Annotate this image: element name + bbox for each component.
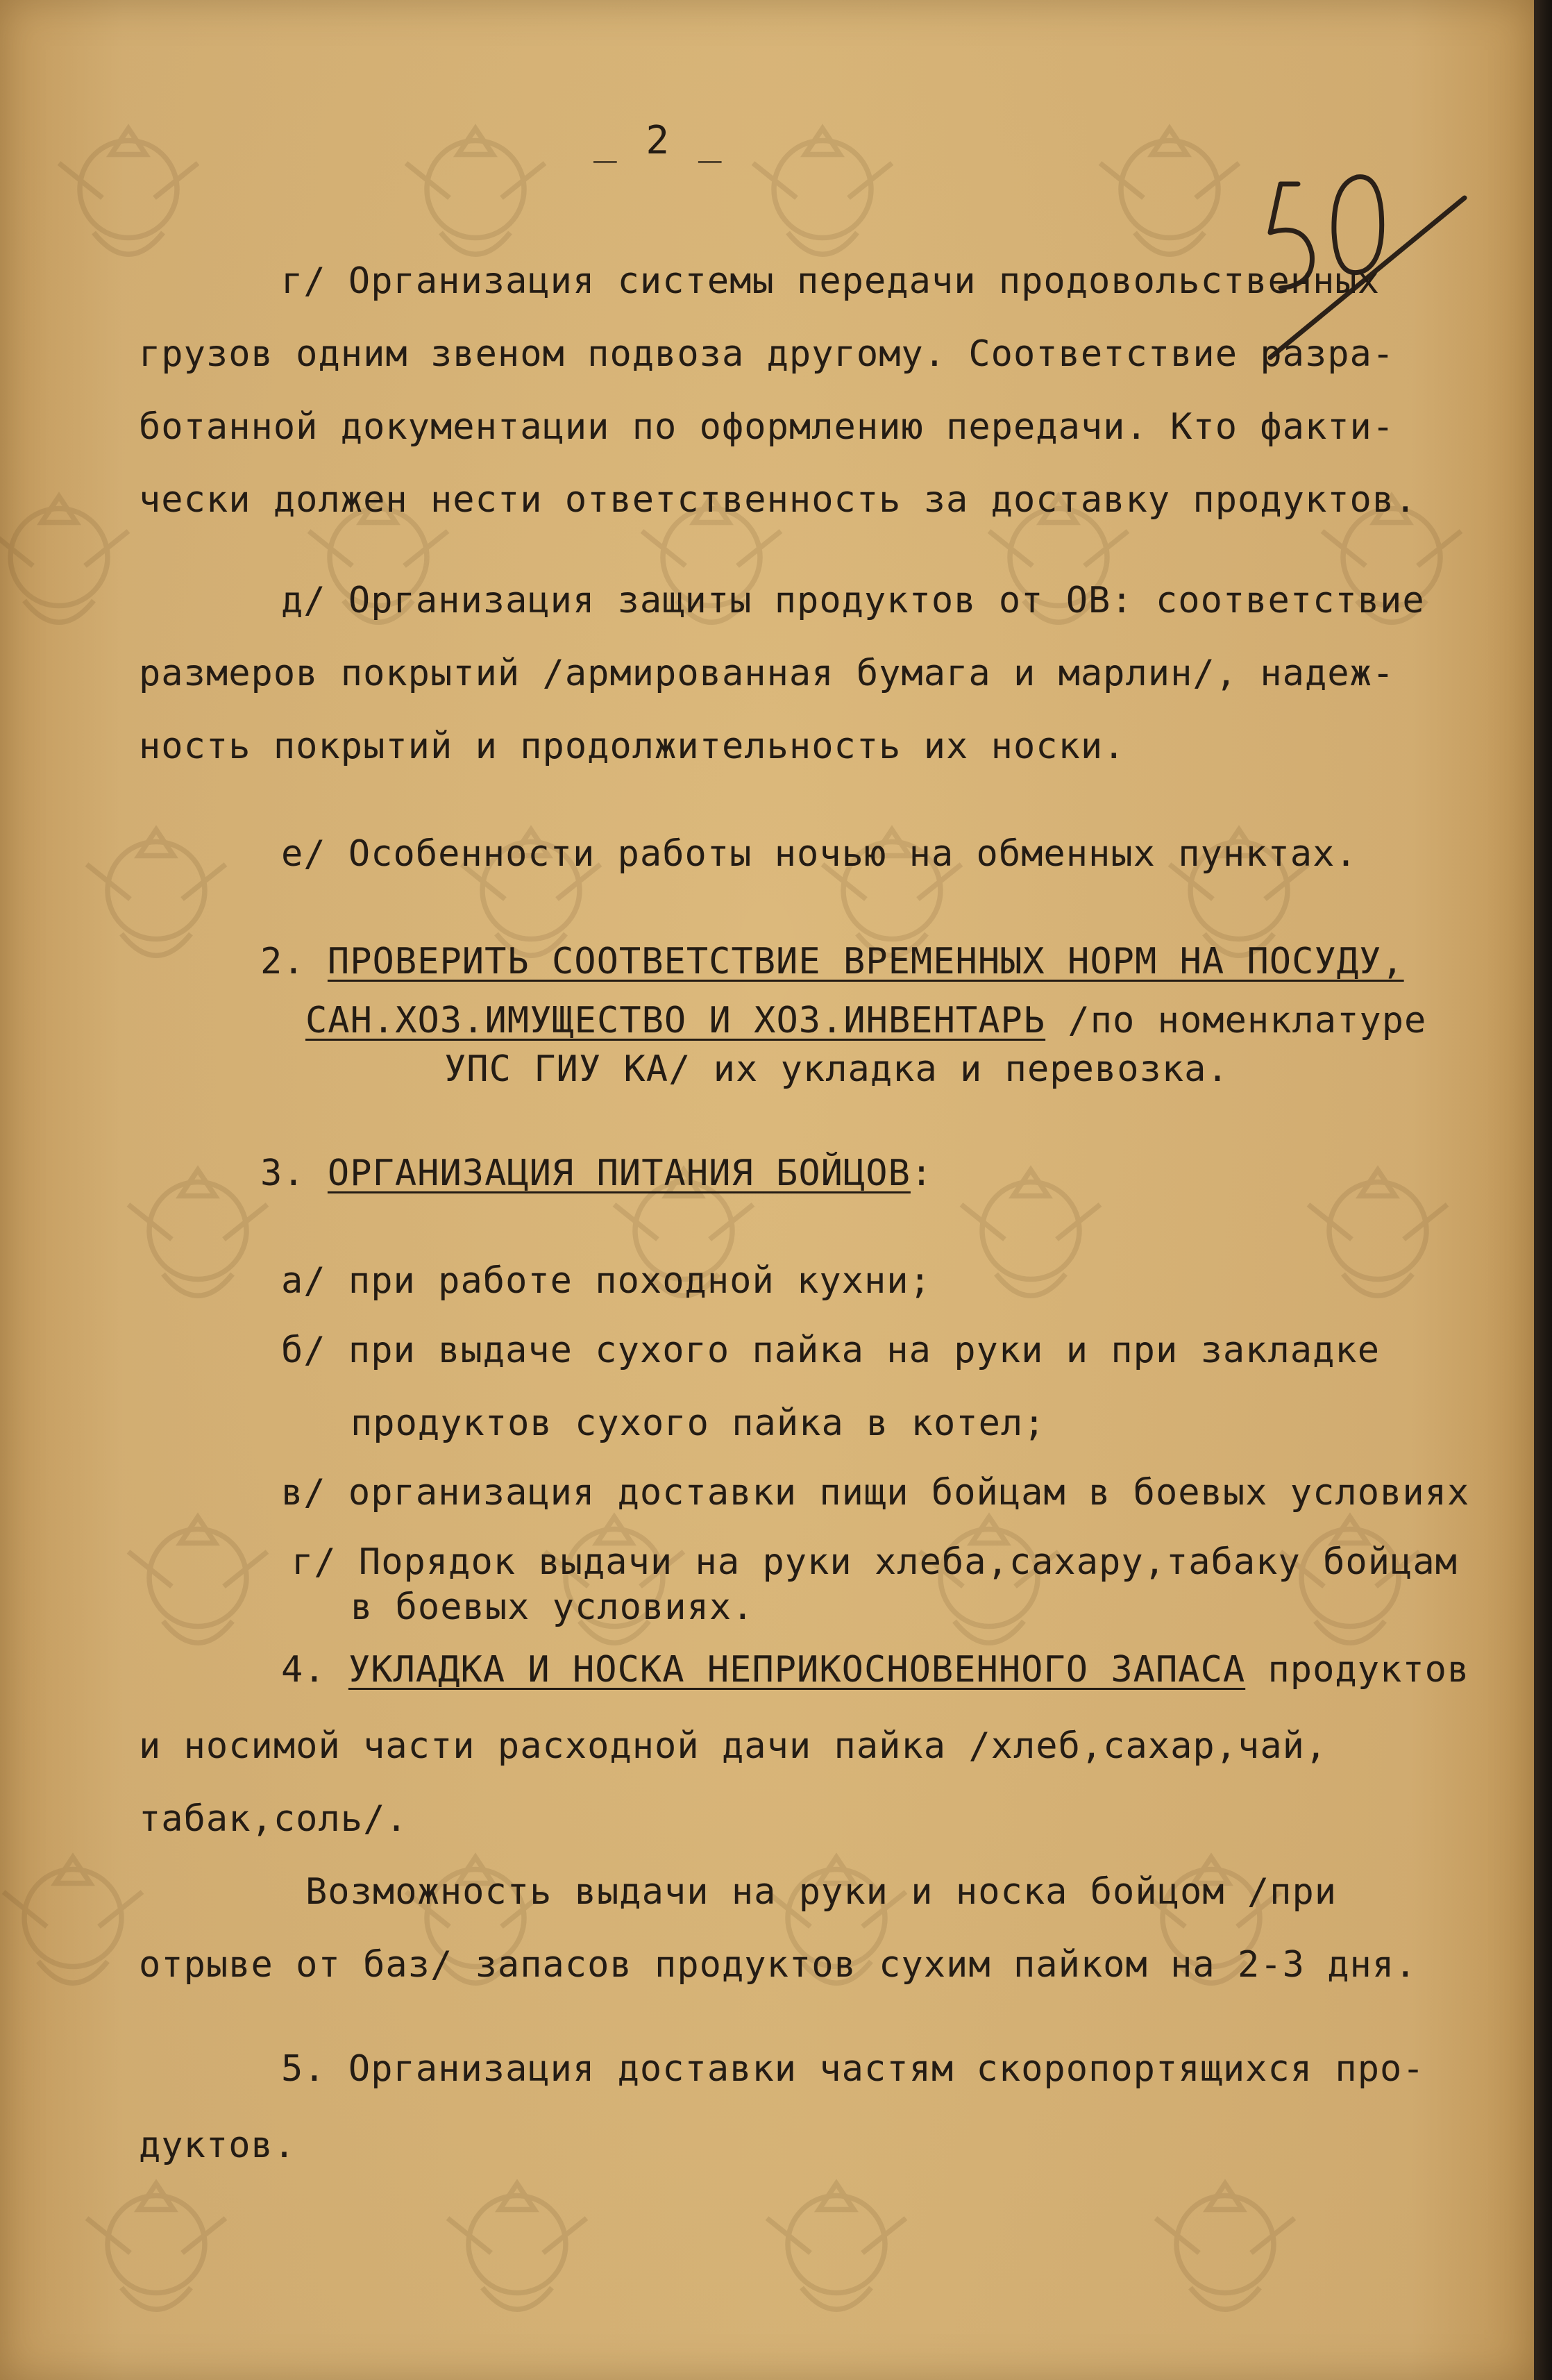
watermark-emblem-icon — [430, 2166, 604, 2340]
watermark-emblem-icon — [736, 111, 909, 285]
text-line: г/ Порядок выдачи на руки хлеба,сахару,табаку бойцам — [292, 1541, 1458, 1583]
text-line: и носимой части расходной дачи пайка /хлеб,сахар,чай, — [139, 1725, 1328, 1767]
text-line: д/ Организация защиты продуктов от ОВ: соответствие — [281, 580, 1425, 621]
section-number: 4. — [281, 1649, 348, 1691]
text-line: грузов одним звеном подвоза другому. Соответствие разра- — [139, 333, 1395, 375]
watermark-emblem-icon — [111, 1500, 285, 1673]
text-line: е/ Особенности работы ночью на обменных пунктах. — [281, 833, 1358, 875]
section-heading-underlined: ПРОВЕРИТЬ СООТВЕТСТВИЕ ВРЕМЕННЫХ НОРМ НА ПОСУДУ, — [327, 941, 1404, 982]
watermark-emblem-icon — [69, 2166, 243, 2340]
watermark-emblem-icon — [42, 111, 215, 285]
text-line: УПС ГИУ КА/ их укладка и перевозка. — [444, 1048, 1229, 1090]
watermark-emblem-icon — [69, 812, 243, 986]
text-fragment: : — [910, 1153, 934, 1194]
text-line: дуктов. — [139, 2125, 296, 2166]
text-line: чески должен нести ответственность за доставку продуктов. — [139, 479, 1417, 521]
scan-edge — [1534, 0, 1552, 2380]
watermark-emblem-icon — [750, 1840, 923, 2013]
watermark-emblem-icon — [0, 479, 146, 653]
watermark-emblem-icon — [389, 1840, 562, 2013]
watermark-emblem-icon — [750, 2166, 923, 2340]
section-heading-underlined: УКЛАДКА И НОСКА НЕПРИКОСНОВЕННОГО ЗАПАСА — [348, 1649, 1246, 1691]
section-heading — [260, 1153, 933, 1194]
text-line: табак,соль/. — [139, 1798, 408, 1840]
watermark-emblem-icon — [1083, 111, 1256, 285]
watermark-emblem-icon — [389, 111, 562, 285]
section-heading — [260, 941, 1404, 982]
text-fragment: продуктов — [1245, 1649, 1470, 1691]
watermark-emblem-icon — [944, 1153, 1117, 1326]
watermark-emblem-icon — [111, 1153, 285, 1326]
text-line: 5. Организация доставки частям скоропортящихся про- — [281, 2048, 1425, 2090]
watermark-emblem-icon — [1263, 1500, 1437, 1673]
text-line: размеров покрытий /армированная бумага и марлин/, надеж- — [139, 653, 1395, 694]
text-line: б/ при выдаче сухого пайка на руки и при закладке — [281, 1330, 1381, 1371]
section-heading-underlined: ОРГАНИЗАЦИЯ ПИТАНИЯ БОЙЦОВ — [327, 1153, 911, 1194]
text-line: а/ при работе походной кухни; — [281, 1260, 931, 1302]
watermark-emblem-icon — [0, 1840, 160, 2013]
section-heading — [281, 1649, 1469, 1691]
page-number: _ 2 _ — [593, 118, 725, 163]
watermark-emblem-icon — [902, 1500, 1076, 1673]
text-line: продуктов сухого пайка в котел; — [351, 1402, 1046, 1444]
watermark-emblem-icon — [1138, 2166, 1312, 2340]
text-line: ность покрытий и продолжительность их носки. — [139, 726, 1126, 767]
text-line: Возможность выдачи на руки и носка бойцом /при — [305, 1871, 1338, 1913]
watermark-emblem-icon — [1291, 1153, 1465, 1326]
section-heading-underlined: САН.ХОЗ.ИМУЩЕСТВО И ХОЗ.ИНВЕНТАРЬ — [305, 1000, 1046, 1041]
text-line: отрыве от баз/ запасов продуктов сухим пайком на 2-3 дня. — [139, 1944, 1417, 1986]
text-line: г/ Организация системы передачи продовольственных — [281, 260, 1381, 302]
text-line: ботанной документации по оформлению передачи. Кто факти- — [139, 406, 1395, 448]
text-fragment: /по номенклатуре — [1045, 1000, 1427, 1041]
watermark-emblem-icon — [1124, 1840, 1298, 2013]
section-heading-cont — [305, 1000, 1426, 1041]
section-number: 2. — [260, 941, 328, 982]
section-number: 3. — [260, 1153, 328, 1194]
text-line: в боевых условиях. — [351, 1586, 754, 1628]
text-line: в/ организация доставки пищи бойцам в боевых условиях — [281, 1472, 1470, 1514]
